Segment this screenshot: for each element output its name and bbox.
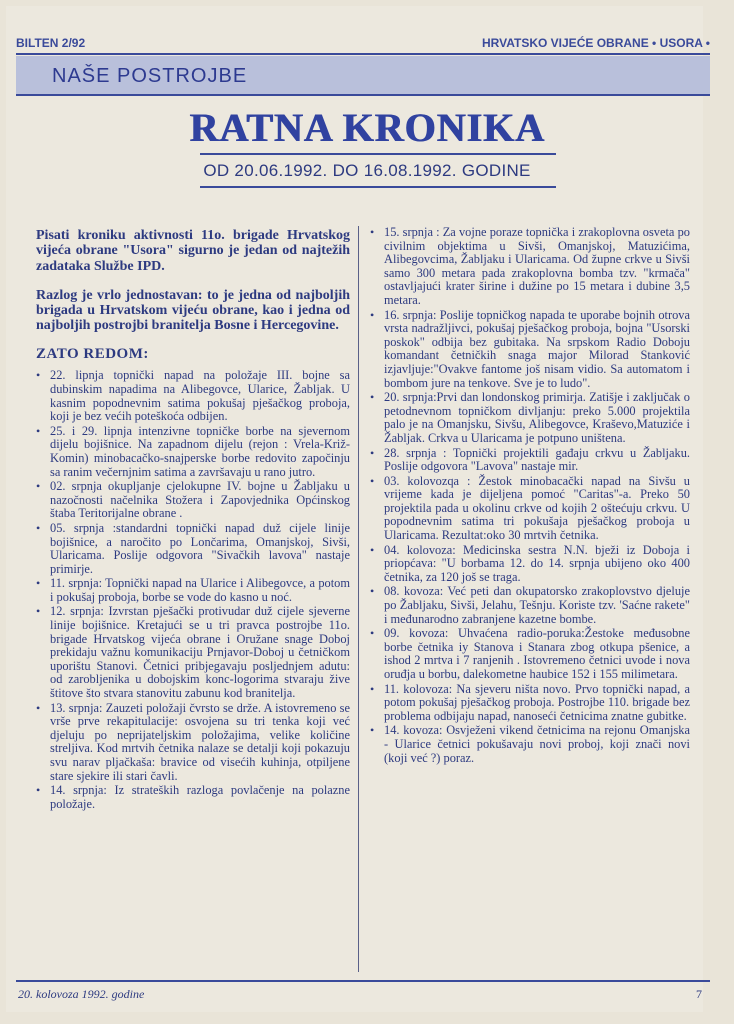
bullet-icon: • (36, 576, 41, 591)
article-title: RATNA KRONIKA (189, 105, 545, 150)
chronicle-entry (370, 391, 690, 445)
bullet-icon: • (370, 473, 375, 488)
right-column (370, 226, 690, 766)
bullet-icon: • (370, 584, 375, 599)
chronicle-entry (370, 544, 690, 585)
entry-text: 03. kolovozqa : Žestok minobacački napad na Sivšu u vrijeme kada je dijeljena pomoć "Caritas"-a. Preko 50 projektila pada u okolinu crkve od kojih 2 oštećuju crkvu. U popodnevnim satima tri pokušaja pješačkog proboja u Ularicama. Rezultat:oko 30 mrtvih četnika. (384, 473, 690, 543)
bullet-icon: • (36, 479, 41, 494)
entry-text: 13. srpnja: Zauzeti položaji čvrsto se drže. A istovremeno se vrše prve rekapitulacije: osvojena su tri tenka koji već djeluju po neprijateljskim položajima, velike količine streljiva. Kod mrtvih četnika nalaze se detalji koji pokazuju svu narav pljačkaša: bravice od visećih kuhinja, otpiljene stare sjekire ili stari čavli. (50, 700, 350, 783)
entry-text: 20. srpnja:Prvi dan londonskog primirja. Zatišje i zaključak o petodnevnom topničkom divljanju: preko 5.000 projektila palo je na Omanjsku, Sivšu, Alibegovce, Kraševo,Matuziće i Žabljak. Crkva u Ularicama je potpuno uništena. (384, 390, 690, 445)
entry-text: 22. lipnja topnički napad na položaje III. bojne sa dubinskim napadima na Alibegovce, Ularice, Žabljak. U kasnim popodnevnim satima pokušaj pješačkog proboja, koji je bez većih poteškoća odbijen. (50, 368, 350, 424)
entry-text: 08. kovoza: Već peti dan okupatorsko zrakoplovstvo djeluje po Žabljaku, Sivši, Jelahu, Tešnju. Koriste tzv. 'Saćne rakete" i međunarodno zabranjene kazetne bombe. (384, 584, 690, 626)
footer-date: 20. kolovoza 1992. godine (18, 987, 145, 1001)
entry-text: 14. srpnja: Iz strateških razloga povlačenje na polazne položaje. (50, 783, 350, 811)
bullet-icon: • (36, 783, 41, 798)
bulletin-number: BILTEN 2/92 (16, 36, 86, 50)
lead-paragraph: Razlog je vrlo jednostavan: to je jedna od najboljih brigada u Hrvatskom vijeću obrane, kao i jedna od najboljih postrojbi branitelja Bosne i Hercegovine. (36, 287, 350, 334)
entry-text: 12. srpnja: Izvrstan pješački protivudar duž cijele sjeverne linije bojišnice. Kretajući se u tri pravca postrojbe 11o. brigade Hrvatskog vijeća obrane i Oružane snage Doboj prekidaju važnu komunikaciju Prnjavor-Doboj u četničkom uporištu Stanovi. Četnici pribjegavaju posljednjem adutu: od zarobljenika u dobojskim konc-logorima stvaraju žive štitove što stvara stanovitu zabunu kod branitelja. (50, 604, 350, 701)
chronicle-entry (36, 605, 350, 700)
section-band (16, 56, 710, 94)
chronicle-entry (370, 683, 690, 724)
article-subtitle: OD 20.06.1992. DO 16.08.1992. GODINE (203, 161, 531, 180)
page-number: 7 (696, 987, 702, 1001)
bullet-icon: • (370, 390, 375, 405)
entry-text: 14. kovoza: Osvježeni vikend četnicima na rejonu Omanjska - Ularice četnici pokušavaju novi proboj, koji znači novi (koji već ?) poraz. (384, 723, 690, 765)
bullet-icon: • (36, 604, 41, 619)
running-header (16, 36, 710, 52)
chronicle-list-right (370, 226, 690, 765)
chronicle-list-left (36, 369, 350, 811)
chronicle-entry (36, 522, 350, 576)
bullet-icon: • (370, 626, 375, 641)
entry-text: 04. kolovoza: Medicinska sestra N.N. bježi iz Doboja i priopćava: "U borbama 12. do 14. srpnja ubijeno oko 400 četnika, za 120 još se traga. (384, 542, 690, 584)
publisher-name: HRVATSKO VIJEĆE OBRANE • USORA • (482, 36, 710, 50)
chronicle-entry (370, 447, 690, 474)
bullet-icon: • (36, 700, 41, 715)
chronicle-entry (370, 309, 690, 391)
lead-paragraph: Pisati kroniku aktivnosti 11o. brigade Hrvatskog vijeća obrane "Usora" sigurno je jedan od najtežih zadataka Službe IPD. (36, 228, 350, 274)
title-rule-top (200, 153, 556, 155)
entry-text: 05. srpnja :standardni topnički napad duž cijele linije bojišnice, a naročito po Lončarima, Omanjskoj, Sivši, Ularicama. Poslije odgovora "Sivačkih lavova" nastaje primirje. (50, 520, 350, 576)
entry-text: 16. srpnja: Poslije topničkog napada te uporabe bojnih otrova vrsta nadražljivci, pokušaj pješačkog proboja, bojna "Usorski poskok" odbija bez gubitaka. Na srpskom Radio Doboju komandant četničkih snaga major Milorad Stanković izjavljuje:"Ovakve fantome još nisam vidio. Sa automatom i bombom jure na tenkove. Sve je to ludo". (384, 307, 690, 390)
entry-text: 25. i 29. lipnja intenzivne topničke borbe na sjevernom dijelu bojišnice. Na zapadnom dijelu (rejon : Vrela-Križ-Komin) minobacačko-snajperske borbe redovito započinju sa ranim večernjnim satima a završavaju u rano jutro. (50, 423, 350, 479)
chronicle-entry (36, 425, 350, 479)
chronicle-entry (370, 226, 690, 308)
chronicle-entry (370, 585, 690, 626)
footer-rule (16, 980, 710, 982)
chronicle-entry (36, 577, 350, 604)
title-rule-bottom (200, 186, 556, 188)
bullet-icon: • (370, 723, 375, 738)
bullet-icon: • (370, 542, 375, 557)
header-rule (16, 53, 710, 55)
chronicle-entry (36, 480, 350, 521)
bullet-icon: • (370, 445, 375, 460)
list-heading: ZATO REDOM: (36, 345, 149, 362)
chronicle-entry (370, 627, 690, 681)
left-column (36, 228, 350, 812)
entry-text: 11. kolovoza: Na sjeveru ništa novo. Prvo topnički napad, a potom pokušaj pješačkog proboja. Postrojbe 110. brigade bez problema odbijaju napad, nanoseći četnicima znatne gubitke. (384, 681, 690, 723)
entry-text: 15. srpnja : Za vojne poraze topnička i zrakoplovna osveta po civilnim objektima u Sivši, Omanjskoj, Matuzićima, Alibegovcima, Žabljaku i Ularicama. Od župne crkve u Sivši samo 300 metara pada zrakoplovna bomba tzv. "krmača" ostavljajući krater širine i dužine po 15 metara i dubine 3,5 metara. (384, 225, 690, 307)
column-divider (358, 226, 359, 972)
chronicle-entry (370, 724, 690, 765)
bullet-icon: • (36, 368, 41, 383)
entry-text: 02. srpnja okupljanje cjelokupne IV. bojne u Žabljaku u nazočnosti načelnika Stožera i Zapovjednika Općinskog štaba Teritorijalne obrane . (50, 479, 350, 521)
chronicle-entry (36, 702, 350, 784)
section-title: NAŠE POSTROJBE (52, 65, 248, 87)
bullet-icon: • (370, 225, 375, 239)
chronicle-entry (36, 369, 350, 423)
entry-text: 11. srpnja: Topnički napad na Ularice i Alibegovce, a potom i pokušaj proboja, borbe se vode do kasno u noć. (50, 576, 350, 604)
bullet-icon: • (36, 423, 41, 438)
bullet-icon: • (36, 520, 41, 535)
entry-text: 28. srpnja : Topnički projektili gađaju crkvu u Žabljaku. Poslije odgovora "Lavova" nastaje mir. (384, 445, 690, 474)
chronicle-entry (36, 784, 350, 811)
chronicle-entry (370, 475, 690, 543)
bullet-icon: • (370, 681, 375, 696)
entry-text: 09. kovoza: Uhvaćena radio-poruka:Žestoke međusobne borbe četnika iy Stanova i Stanara zbog otkupa pšenice, a ishod 2 mrtva i 7 ranjenih . Istovremeno četnici uvode i nova oruđja u borbu, dalekometne haubice 152 i 155 milimetara. (384, 626, 690, 681)
section-rule (16, 94, 710, 96)
bullet-icon: • (370, 307, 375, 322)
